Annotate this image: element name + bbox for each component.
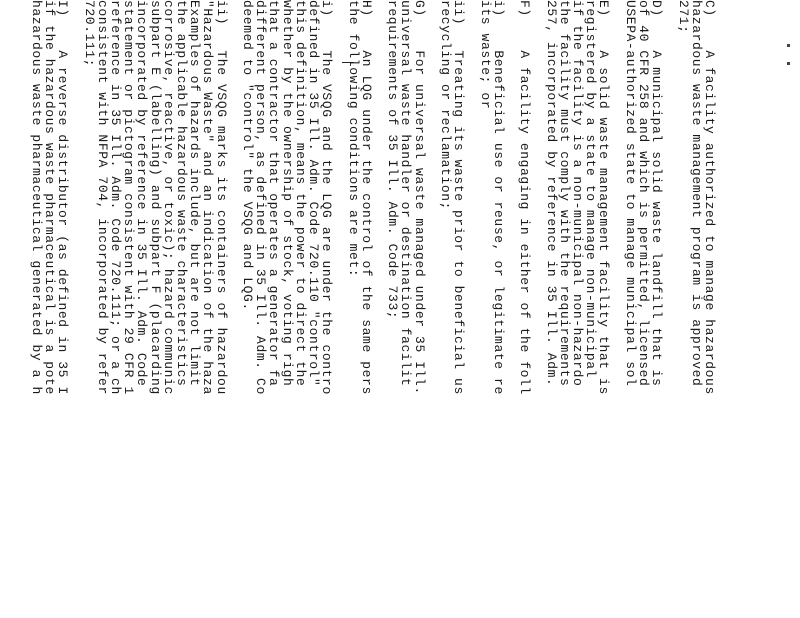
text-line: its waste; or (477, 0, 493, 110)
text-line: the applicable hazardous waste characteristics (174, 0, 189, 387)
text-line: reference in 35 Ill. Adm. Code 720.111; or a ch (108, 0, 123, 395)
text-line: deemed to "control" the VSQG and LQG. (240, 0, 255, 311)
text-line: the following conditions are met: (345, 0, 361, 278)
text-line: H) An LQG under the control of the same pers (358, 0, 374, 395)
text-line: statement or pictogram consistent with 29 CFR 1 (121, 0, 137, 395)
text-line: requirements of 35 Ill. Adm. Code 733; (385, 0, 401, 320)
text-line: of 40 CFR 258 and which is permitted, licensed (636, 0, 651, 387)
text-line: different person, as defined in 35 Ill. Adm. Co (253, 0, 269, 395)
text-line: recycling or reclamation; (438, 0, 453, 211)
text-line: incorporated by reference in 35 Ill. Adm. Code (134, 0, 150, 387)
text-line: hazardous waste pharmaceutical generated by a h (28, 0, 44, 395)
text-line: I) A reverse distributor (as defined in 35 I (55, 0, 71, 395)
text-line: G) For universal waste managed under 35 Ill. (411, 0, 427, 395)
text-line: E) A solid waste management facility that is (596, 0, 612, 395)
text-line: 271; (675, 0, 691, 34)
text-line: USEPA-authorized state to manage municipal sol (622, 0, 638, 387)
text-line: "Hazardous Waste" and an indication of the haza (200, 0, 216, 395)
text-line: 720.111; (81, 0, 97, 68)
scan-speck (787, 62, 790, 65)
text-line: ii) The VSQG marks its containers of hazardou (213, 0, 229, 395)
text-line: the facility must comply with the requirements (556, 0, 572, 387)
text-line: defined in 35 Ill. Adm. Code 720.110 "control" (306, 0, 321, 387)
text-line: C) A facility authorized to manage hazardous (702, 0, 717, 395)
text-line: registered by a state to manage non-municipal (583, 0, 599, 379)
text-line: if the facility is a non-municipal non-hazardo (570, 0, 585, 387)
scan-speck (787, 44, 790, 47)
text-line: corrosive, reactive, or toxic); hazard communic (160, 0, 176, 395)
text-line: this definition, means the power to direct the (292, 0, 308, 387)
text-line: that a contractor that operates a generator fa (266, 0, 282, 387)
text-line: ii) Treating its waste prior to beneficial us (451, 0, 467, 395)
text-line: if the hazardous waste pharmaceutical is a pote (42, 0, 57, 395)
text-line: Examples of hazards include, but are not limit (187, 0, 203, 387)
text-line: i) The VSQG and the LQG are under the contro (319, 0, 335, 395)
text-line: universal waste handler or destination facilit (398, 0, 414, 387)
rotated-text-block (28, 0, 717, 618)
text-line: D) A municipal solid waste landfill that is (649, 0, 665, 387)
text-line: hazardous waste management program is approved (688, 0, 704, 387)
text-line: F) A facility engaging in either of the foll (517, 0, 533, 395)
text-line: 257, incorporated by reference in 35 Ill. Adm. (543, 0, 559, 387)
text-line: i) Beneficial use or reuse, or legitimate re (490, 0, 506, 395)
text-line: subpart E (labelling) and subpart F (placarding (147, 0, 163, 395)
text-line: whether by the ownership of stock, voting righ (279, 0, 295, 387)
text-line: consistent with NFPA 704, incorporated by refer (94, 0, 110, 395)
